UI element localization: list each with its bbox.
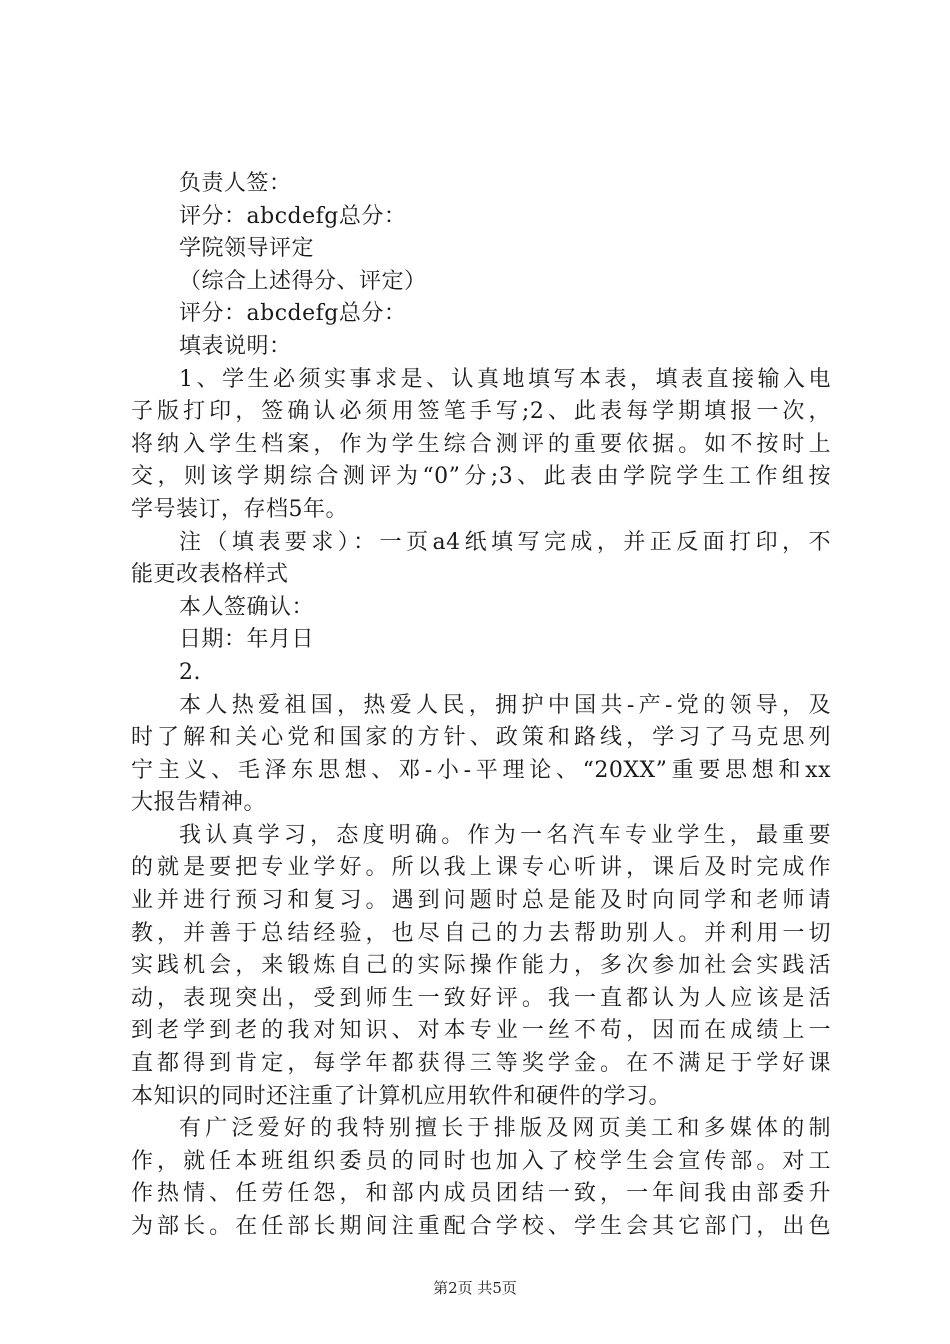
instructions-line: 交，则该学期综合测评为“0”分;3、此表由学院学生工作组按	[131, 464, 831, 490]
paragraph-line: 宁主义、毛泽东思想、邓-小-平理论、“20XX”重要思想和xx	[131, 757, 831, 783]
instructions-line: 将纳入学生档案，作为学生综合测评的重要依据。如不按时上	[131, 431, 831, 457]
paragraph-line: 时了解和关心党和国家的方针、政策和路线，学习了马克思列	[131, 725, 831, 751]
page-number-footer: 第2页 共5页	[433, 1279, 517, 1297]
paragraph-line: 作热情、任劳任怨，和部内成员团结一致，一年间我由部委升	[131, 1181, 831, 1207]
paragraph-line: 动，表现突出，受到师生一致好评。我一直都认为人应该是活	[131, 985, 831, 1011]
paragraph-line: 直都得到肯定，每学年都获得三等奖学金。在不满足于学好课	[131, 1051, 831, 1077]
instructions-line: 子版打印，签确认必须用签笔手写;2、此表每学期填报一次，	[131, 399, 831, 425]
college-evaluation-heading: 学院领导评定	[179, 236, 315, 262]
signature-line-responsible: 负责人签：	[179, 171, 292, 196]
instructions-line: 1、学生必须实事求是、认真地填写本表，填表直接输入电	[179, 366, 831, 392]
paragraph-line: 实践机会，来锻炼自己的实际操作能力，多次参加社会实践活	[131, 953, 831, 979]
score-line-2: 评分：abcdefg总分：	[179, 301, 407, 327]
self-signature-line: 本人签确认：	[179, 594, 315, 620]
paragraph-line: 有广泛爱好的我特别擅长于排版及网页美工和多媒体的制	[179, 1116, 831, 1142]
instructions-line: 学号装订，存档5年。	[131, 496, 348, 522]
paragraph-line: 到老学到老的我对知识、对本专业一丝不苟，因而在成绩上一	[131, 1018, 831, 1044]
paragraph-line: 为部长。在任部长期间注重配合学校、学生会其它部门，出色	[131, 1214, 831, 1239]
paragraph-line: 本知识的同时还注重了计算机应用软件和硬件的学习。	[131, 1083, 672, 1109]
paragraph-line: 的就是要把专业学好。所以我上课专心听讲，课后及时完成作	[131, 855, 831, 881]
paragraph-line: 本人热爱祖国，热爱人民，拥护中国共-产-党的领导，及	[179, 692, 831, 718]
paragraph-line: 作，就任本班组织委员的同时也加入了校学生会宣传部。对工	[131, 1148, 831, 1174]
paragraph-line: 大报告精神。	[131, 790, 267, 816]
instructions-heading: 填表说明：	[179, 333, 292, 359]
requirements-note-line: 注（填表要求）：一页a4纸填写完成，并正反面打印，不	[179, 529, 831, 555]
document-body	[131, 168, 831, 1244]
section-number: 2.	[179, 659, 201, 685]
paragraph-line: 我认真学习，态度明确。作为一名汽车专业学生，最重要	[179, 822, 831, 848]
college-evaluation-note: （综合上述得分、评定）	[179, 268, 427, 294]
requirements-note-line: 能更改表格样式	[131, 562, 289, 588]
date-line: 日期：年月日	[179, 627, 315, 653]
paragraph-line: 教，并善于总结经验，也尽自己的力去帮助别人。并利用一切	[131, 920, 831, 946]
score-line-1: 评分：abcdefg总分：	[179, 203, 407, 229]
paragraph-line: 业并进行预习和复习。遇到问题时总是能及时向同学和老师请	[131, 888, 831, 914]
